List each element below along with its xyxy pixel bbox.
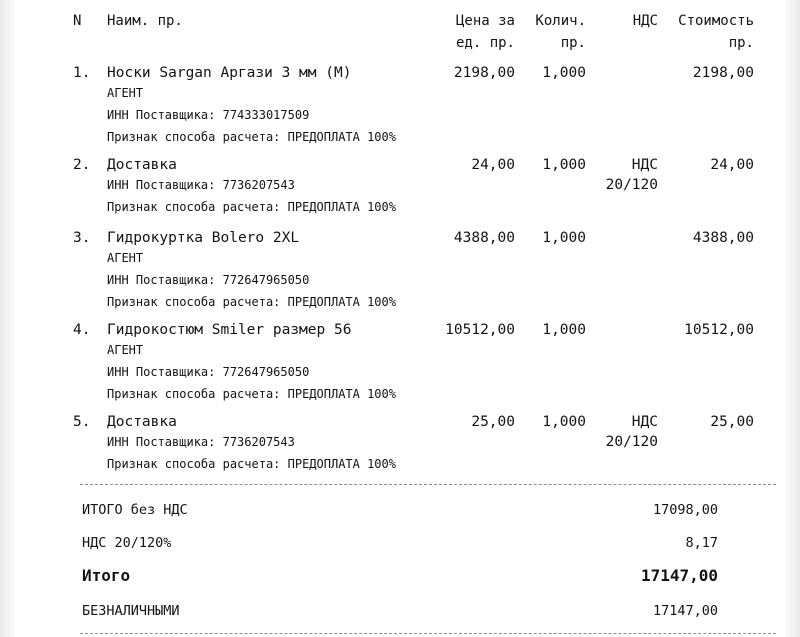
item-price: 25,00	[471, 414, 515, 430]
header-cost: Стоимость пр.	[678, 13, 754, 51]
page-shadow-right	[786, 0, 800, 637]
total-value: 8,17	[685, 535, 718, 551]
page-shadow-left	[0, 0, 14, 637]
item-price: 2198,00	[453, 65, 515, 81]
item-vat-rate: 20/120	[605, 177, 658, 193]
item-number: 5.	[73, 414, 91, 430]
item-name: Носки Sargan Аргази 3 мм (М)	[107, 65, 352, 81]
item-number: 4.	[73, 322, 91, 338]
total-value: 17098,00	[652, 502, 718, 518]
item-number: 2.	[73, 157, 91, 173]
total-value: 17147,00	[652, 603, 718, 619]
item-detail: ИНН Поставщика: 772647965050	[107, 273, 310, 287]
item-detail: Признак способа расчета: ПРЕДОПЛАТА 100%	[107, 457, 396, 471]
item-vat: НДС	[631, 414, 658, 430]
item-detail: ИНН Поставщика: 7736207543	[107, 178, 295, 192]
total-label: Итого	[82, 566, 131, 585]
item-detail: ИНН Поставщика: 774333017509	[107, 108, 310, 122]
item-qty: 1,000	[542, 322, 586, 338]
item-detail: Признак способа расчета: ПРЕДОПЛАТА 100%	[107, 130, 396, 144]
header-qty: Колич. пр.	[535, 13, 586, 51]
item-detail: Признак способа расчета: ПРЕДОПЛАТА 100%	[107, 295, 396, 309]
item-detail: АГЕНТ	[107, 251, 144, 265]
divider-bottom	[80, 633, 776, 634]
total-value: 17147,00	[640, 566, 718, 585]
receipt-paper	[14, 0, 786, 637]
total-label: БЕЗНАЛИЧНЫМИ	[82, 603, 180, 619]
item-detail: ИНН Поставщика: 772647965050	[107, 365, 310, 379]
item-qty: 1,000	[542, 157, 586, 173]
item-cost: 25,00	[710, 414, 754, 430]
item-detail: АГЕНТ	[107, 343, 144, 357]
header-vat: НДС	[632, 13, 658, 29]
header-name: Наим. пр.	[107, 13, 183, 29]
item-name: Гидрокуртка Bolero 2XL	[107, 230, 300, 246]
item-qty: 1,000	[542, 230, 586, 246]
item-cost: 10512,00	[684, 322, 754, 338]
item-name: Доставка	[107, 414, 177, 430]
total-label: НДС 20/120%	[82, 535, 172, 551]
item-number: 1.	[73, 65, 91, 81]
item-number: 3.	[73, 230, 91, 246]
item-qty: 1,000	[542, 65, 586, 81]
item-price: 24,00	[471, 157, 515, 173]
total-label: ИТОГО без НДС	[82, 502, 188, 518]
item-name: Доставка	[107, 157, 177, 173]
item-name: Гидрокостюм Smiler размер 56	[107, 322, 352, 338]
item-vat: НДС	[631, 157, 658, 173]
item-detail: АГЕНТ	[107, 86, 144, 100]
item-detail: Признак способа расчета: ПРЕДОПЛАТА 100%	[107, 200, 396, 214]
item-vat-rate: 20/120	[605, 434, 658, 450]
header-price: Цена за ед. пр.	[455, 13, 515, 51]
divider-top	[80, 484, 776, 485]
item-cost: 4388,00	[692, 230, 754, 246]
item-cost: 24,00	[710, 157, 754, 173]
item-cost: 2198,00	[692, 65, 754, 81]
item-price: 4388,00	[453, 230, 515, 246]
header-number: N	[73, 13, 82, 29]
item-detail: ИНН Поставщика: 7736207543	[107, 435, 295, 449]
item-detail: Признак способа расчета: ПРЕДОПЛАТА 100%	[107, 387, 396, 401]
item-price: 10512,00	[445, 322, 515, 338]
item-qty: 1,000	[542, 414, 586, 430]
